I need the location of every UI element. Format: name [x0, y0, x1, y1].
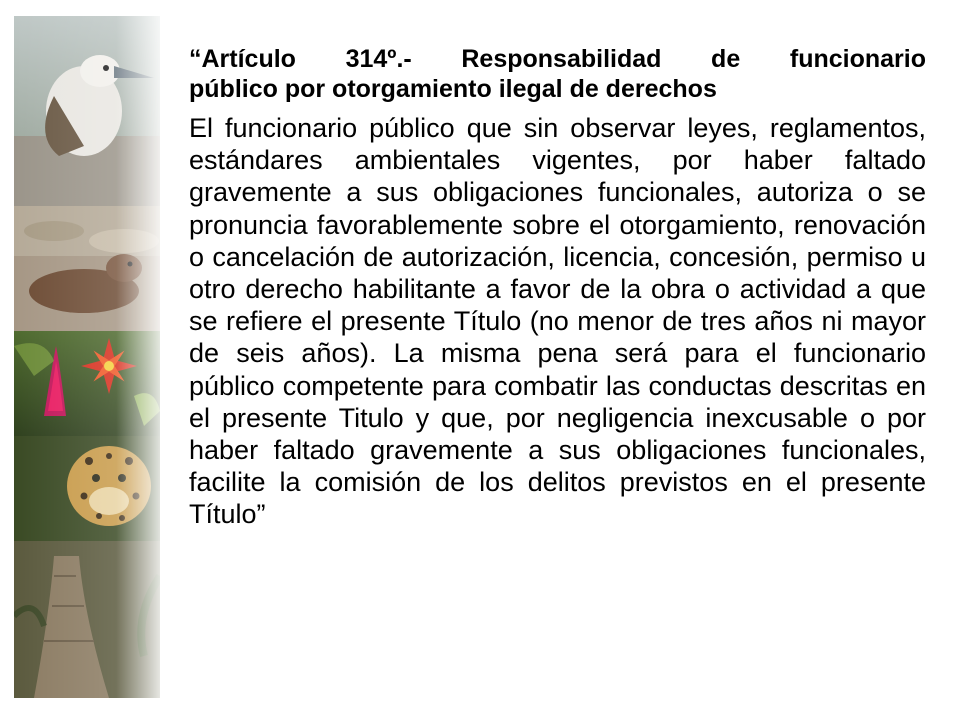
- article-title: [189, 44, 926, 104]
- article-title-line-2: público por otorgamiento ilegal de derechos: [189, 75, 717, 103]
- article-title-line-1: “Artículo 314º.- Responsabilidad de funcionario: [189, 45, 926, 73]
- article-text-block: [189, 44, 926, 531]
- nature-collage-banner: [14, 16, 160, 698]
- article-body: El funcionario público que sin observar leyes, reglamentos, estándares ambientales vigentes, por haber faltado gravemente a sus obligaciones funcionales, autoriza o se pronuncia favorablemente sobre el otorgamiento, renovación o cancelación de autorización, licencia, concesión, permiso u otro derecho habilitante a favor de la obra o actividad a que se refiere el presente Título (no menor de tres años ni mayor de seis años). La misma pena será para el funcionario público competente para combatir las conductas descritas en el presente Titulo y que, por negligencia inexcusable o por haber faltado gravemente a sus obligaciones funcionales, facilite la comisión de los delitos previstos en el presente Título”: [189, 113, 926, 530]
